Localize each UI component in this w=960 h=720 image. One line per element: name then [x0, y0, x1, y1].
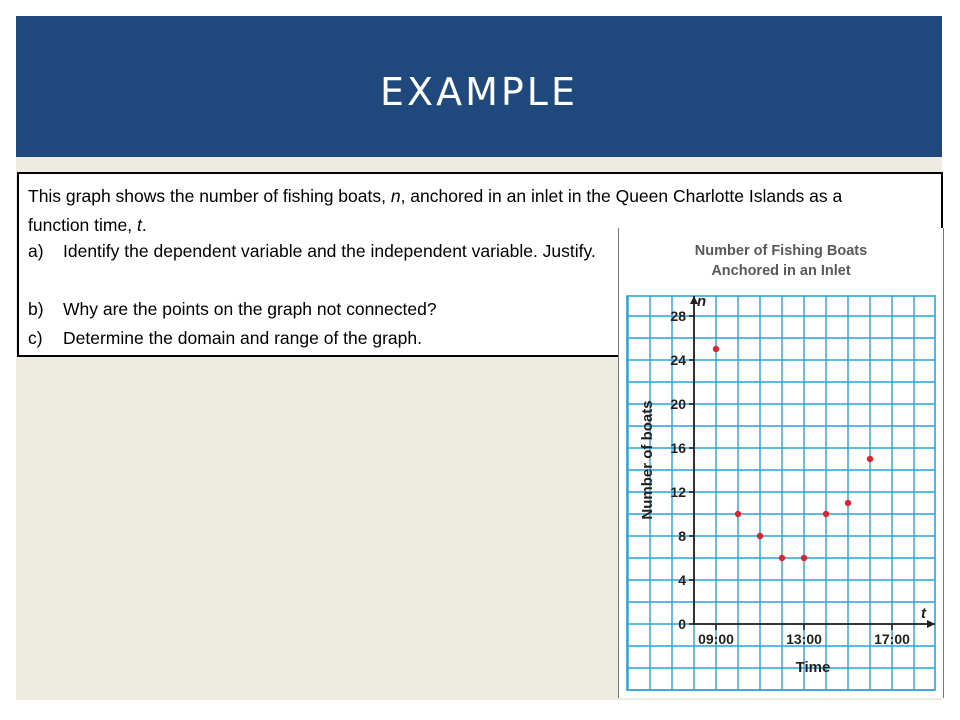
x-tick-label: 13:00 [786, 631, 822, 647]
chart-title-line-1: Number of Fishing Boats [694, 243, 868, 259]
y-tick-label: 8 [678, 528, 686, 544]
intro-part-1: n [390, 186, 401, 206]
data-point [779, 555, 785, 561]
intro-part-2: , anchored in an inlet in the Queen Charlotte Islands as a function time, [28, 186, 843, 235]
data-point [823, 511, 829, 517]
y-tick-label: 24 [670, 352, 686, 368]
y-tick-label: 12 [670, 484, 686, 500]
question-c-letter: c) [28, 328, 43, 348]
y-tick-label: 28 [670, 308, 686, 324]
y-tick-label: 20 [670, 396, 686, 412]
intro-part-3: t [136, 215, 142, 235]
slide-title: EXAMPLE [380, 70, 578, 114]
data-point [867, 456, 873, 462]
question-c-text: Determine the domain and range of the graph. [63, 328, 422, 348]
question-b-text: Why are the points on the graph not connected? [63, 299, 437, 319]
y-axis-title: Number of boats [639, 400, 656, 520]
data-point [713, 346, 719, 352]
chart-panel [618, 228, 944, 698]
y-variable-label: n [697, 293, 707, 310]
y-tick-label: 4 [678, 572, 686, 588]
x-tick-label: 17:00 [874, 631, 910, 647]
intro-part-0: This graph shows the number of fishing boats, [28, 186, 391, 206]
data-point [801, 555, 807, 561]
intro-part-4: . [141, 215, 147, 235]
chart-title-line-2: Anchored in an Inlet [711, 263, 851, 279]
y-tick-label: 0 [678, 616, 686, 632]
question-a-text: Identify the dependent variable and the independent variable. Justify. [63, 241, 596, 261]
x-axis-title: Time [795, 659, 831, 676]
question-a-letter: a) [28, 241, 44, 261]
y-tick-label: 16 [670, 440, 686, 456]
fishing-boats-chart [619, 228, 945, 698]
x-variable-label: t [921, 605, 926, 622]
data-point [735, 511, 741, 517]
data-point [845, 500, 851, 506]
data-point [757, 533, 763, 539]
x-tick-label: 09:00 [698, 631, 734, 647]
question-b-letter: b) [28, 299, 44, 319]
